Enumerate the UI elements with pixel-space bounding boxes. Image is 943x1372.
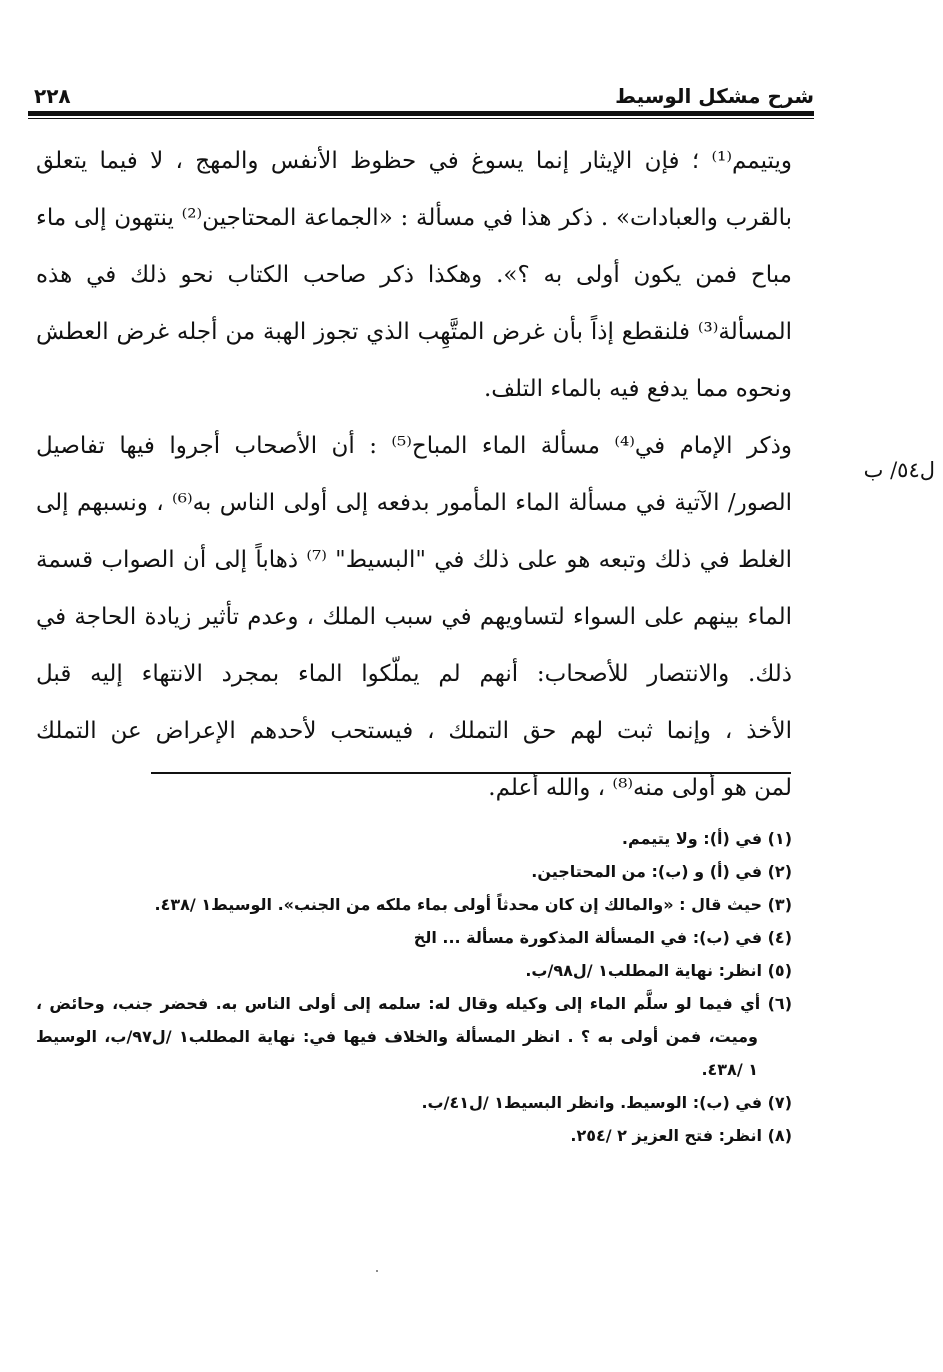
footnote-continuation: وميت، فمن أولى به ؟ . انظر المسألة والخلاف فيها في: نهاية المطلب١ /ل٩٧/ب، الوسيط <box>36 1027 759 1046</box>
text-line: ذلك. والانتصار للأصحاب: أنهم لم يملّكوا الماء بمجرد الانتهاء إليه قبل <box>36 661 792 687</box>
footnotes <box>36 822 792 1152</box>
text-line: مباح فمن يكون أولى به ؟». وهكذا ذكر صاحب الكتاب نحو ذلك في هذه <box>36 262 792 288</box>
manuscript-folio-note: ل٥٤/ ب <box>863 458 935 482</box>
footnote: (٦) أي فيما لو سلَّم الماء إلى وكيله وقال له: سلمه إلى أولى الناس به. فحضر جنب، وحائض ، <box>36 994 792 1013</box>
footnote: (٢) في (أ) و (ب): من المحتاجين. <box>531 862 792 881</box>
text-line: ونحوه مما يدفع فيه بالماء التلف. <box>483 376 792 402</box>
footnote: (٤) في (ب): في المسألة المذكورة مسألة ... الخ <box>413 928 792 947</box>
text-line: ويتيمم⁽¹⁾ ؛ فإن الإيثار إنما يسوغ في حظوظ الأنفس والمهج ، لا فيما يتعلق <box>36 148 792 174</box>
text-line: لمن هو أولى منه⁽⁸⁾ ، والله أعلم. <box>488 775 792 801</box>
footnote-continuation: ١ /٤٣٨. <box>701 1060 758 1079</box>
footnote: (٧) في (ب): الوسيط. وانظر البسيط١ /ل٤١/ب. <box>421 1093 792 1112</box>
header-rule-thin <box>28 118 814 119</box>
footnote: (٨) انظر: فتح العزيز ٢ /٢٥٤. <box>570 1126 792 1145</box>
running-header-title: شرح مشكل الوسيط <box>615 84 814 108</box>
footnote-separator <box>151 772 791 774</box>
page-number: ٢٢٨ <box>34 84 71 108</box>
text-line: بالقرب والعبادات» . ذكر هذا في مسألة : «الجماعة المحتاجين⁽²⁾ ينتهون إلى ماء <box>36 205 792 231</box>
running-header <box>28 84 814 110</box>
main-text <box>36 133 792 817</box>
text-line: الغلط في ذلك وتبعه هو على ذلك في "البسيط" ⁽⁷⁾ ذهاباً إلى أن الصواب قسمة <box>36 547 792 573</box>
footnote: (٥) انظر: نهاية المطلب١ /ل٩٨/ب. <box>525 961 792 980</box>
footnote: (٣) حيث قال : «والمالك إن كان محدثاً أولى بماء ملكه من الجنب». الوسيط١ /٤٣٨. <box>154 895 792 914</box>
text-line: وذكر الإمام في⁽⁴⁾ مسألة الماء المباح⁽⁵⁾ : أن الأصحاب أجروا فيها تفاصيل <box>36 433 792 459</box>
header-rule-thick <box>28 111 814 116</box>
text-line: الأخذ ، وإنما ثبت لهم حق التملك ، فيستحب لأحدهم الإعراض عن التملك <box>36 718 792 744</box>
text-line: الماء بينهم على السواء لتساويهم في سبب الملك ، وعدم تأثير زيادة الحاجة في <box>36 604 792 630</box>
scan-speck <box>376 1270 378 1272</box>
text-line: المسألة⁽³⁾ فلنقطع إذاً بأن غرض المتَّهِب الذي تجوز الهبة من أجله غرض العطش <box>36 319 792 345</box>
text-line: الصور/ الآتية في مسألة الماء المأمور بدفعه إلى أولى الناس به⁽⁶⁾ ، ونسبهم إلى <box>36 490 792 516</box>
footnote: (١) في (أ): ولا يتيمم. <box>621 829 792 848</box>
